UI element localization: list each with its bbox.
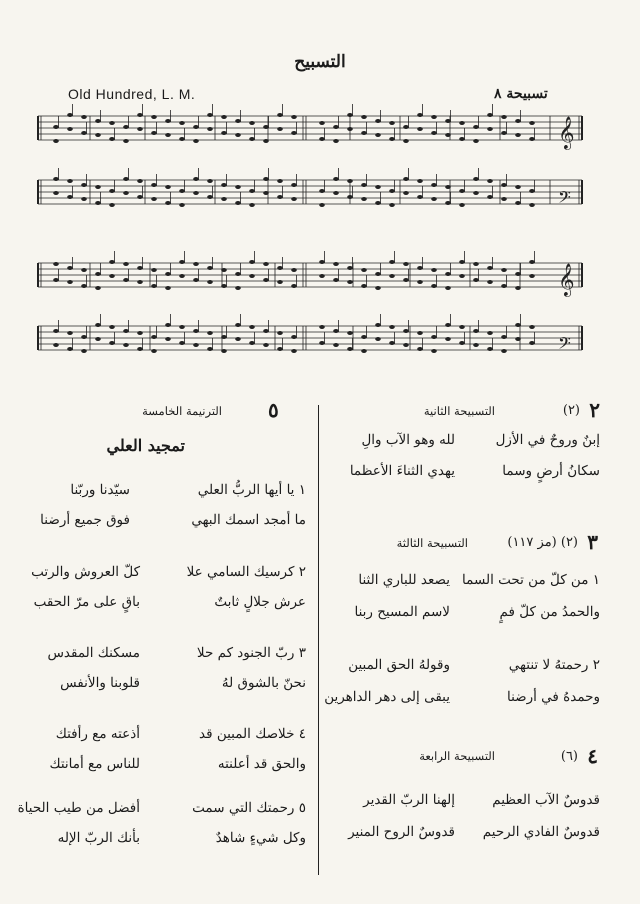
staff-lines xyxy=(38,116,582,350)
verse-b: يهدي الثناءَ الأعظما xyxy=(349,463,455,479)
section-paren: (٢) (مز ١١٧) xyxy=(507,535,578,550)
svg-text:𝄢: 𝄢 xyxy=(558,187,571,211)
verse-b: بأنك الربّ الإله xyxy=(57,830,140,846)
verse-b: سيّدنا وربّنا xyxy=(70,482,130,498)
verse-a: ٢ كرسيك السامي علا xyxy=(186,564,306,580)
verse-a: سكانُ أرضٍ وسما xyxy=(502,463,600,479)
verse-a: إبنٌ وروحٌ في الأزل xyxy=(495,432,600,448)
section-number: ٣ xyxy=(587,530,598,554)
verse-b: قدوسٌ الآب العظيم xyxy=(492,792,600,808)
verse-a: ٤ خلاصك المبين قد xyxy=(198,726,306,742)
verse-b: لله وهو الآب والِ xyxy=(361,432,455,448)
verse-a: وكل شيءٍ شاهدٌ xyxy=(215,830,306,846)
verse-b: والحمدُ من كلّ فمٍ xyxy=(499,604,600,620)
verse-a: ٣ ربّ الجنود كم حلا xyxy=(196,645,306,661)
tasbiha-label: تسبيحة ٨ xyxy=(494,86,548,102)
verse-b: باقٍ على مرّ الحقب xyxy=(33,594,140,610)
column-divider xyxy=(318,405,319,875)
verse-a: يصعد للباري الثنا xyxy=(358,572,450,588)
section-number: ٢ xyxy=(589,398,600,422)
svg-text:𝄢: 𝄢 xyxy=(558,333,571,357)
verse-a: لاسم المسيح ربنا xyxy=(354,604,450,620)
section-heading: التسبيحة الرابعة xyxy=(419,749,495,763)
verse-a: قدوسٌ الروح المنير xyxy=(348,824,455,840)
verse-a: نحنّ بالشوق لهُ xyxy=(221,675,306,691)
verse-b: للناس مع أمانتك xyxy=(49,756,140,772)
verse-a: ٥ رحمتك التي سمت xyxy=(192,800,306,816)
verse-b: وحمدهُ في أرضنا xyxy=(506,689,600,705)
section-heading: التسبيحة الثالثة xyxy=(396,536,468,550)
verse-a: وقولهُ الحق المبين xyxy=(348,657,450,673)
verse-a: والحق قد أعلنته xyxy=(217,756,306,772)
verse-a: إلهنا الربّ القدير xyxy=(363,792,455,808)
section-heading: التسبيحة الثانية xyxy=(423,404,495,418)
page-title: التسبيح xyxy=(294,52,346,72)
hymn-title: تمجيد العلي xyxy=(106,436,185,455)
verse-b: ١ من كلّ من تحت السما xyxy=(462,572,600,588)
music-score xyxy=(0,0,640,400)
verse-b: قدوسٌ الفادي الرحيم xyxy=(482,824,600,840)
verse-b: ٢ رحمتهُ لا تنتهي xyxy=(508,657,600,673)
notes xyxy=(53,104,535,353)
section-paren: (٢) xyxy=(562,403,580,418)
verse-a: ما أمجد اسمك البهي xyxy=(191,512,306,528)
verse-b: مسكنك المقدس xyxy=(47,645,140,661)
section-paren: (٦) xyxy=(560,749,578,764)
verse-b: فوق جميع أرضنا xyxy=(40,512,130,528)
verse-a: عرش جلالٍ ثابتٌ xyxy=(214,594,306,610)
section-number: ٤ xyxy=(587,744,598,768)
verse-b: أفضل من طيب الحياة xyxy=(17,800,140,816)
hymn-heading: الترنيمة الخامسة xyxy=(142,404,222,418)
svg-text:𝄞: 𝄞 xyxy=(558,116,575,149)
hymn-number: ٥ xyxy=(268,398,279,422)
svg-text:𝄞: 𝄞 xyxy=(558,263,575,296)
verse-b: قلوبنا والأنفس xyxy=(60,675,140,691)
verse-a: ١ يا أيها الربُّ العلي xyxy=(197,482,306,498)
verse-a: يبقى إلى دهر الداهرين xyxy=(324,689,450,705)
clefs xyxy=(558,116,575,357)
tune-name: Old Hundred, L. M. xyxy=(68,86,196,102)
verse-b: أذعته مع رأفتك xyxy=(55,726,140,742)
verse-b: كلّ العروش والرتب xyxy=(31,564,140,580)
